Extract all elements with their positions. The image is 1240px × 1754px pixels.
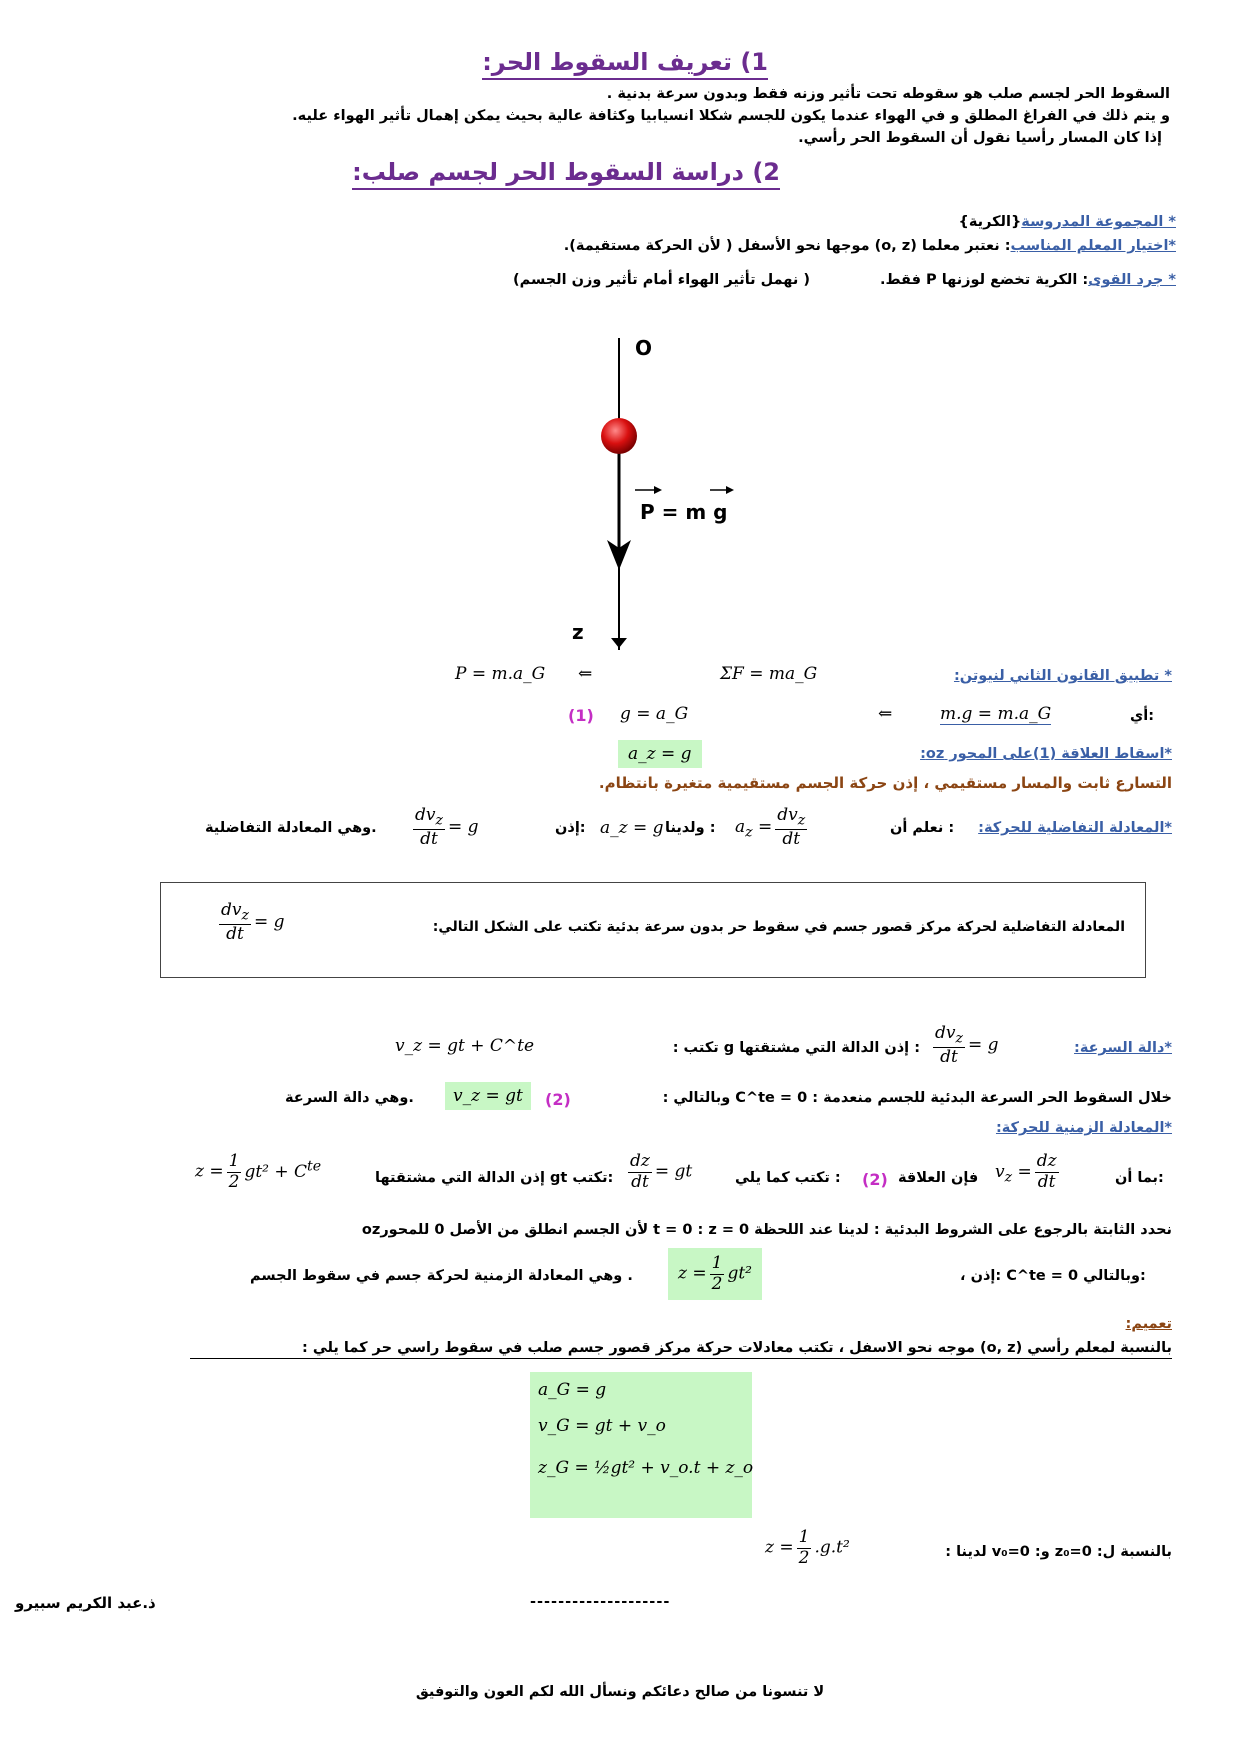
velocity-end-text: وهي دالة السرعة.: [285, 1090, 414, 1106]
frame-label: *اختيار المعلم المناسب: [1010, 238, 1176, 254]
newton-eq-mass: m.g = m.a_G: [940, 704, 1052, 724]
relation-number-2b: (2): [862, 1170, 888, 1189]
z-axis-label: z: [572, 620, 584, 644]
time-text-function: إذن الدالة التي مشتقتها gt تكتب:: [375, 1170, 614, 1186]
box-equation: $\frac{dv_z}{dt}$ = g: [221, 900, 285, 944]
time-text-since: بما أن:: [1115, 1170, 1164, 1186]
time-equation-label: *المعادلة الزمنية للحركة:: [995, 1120, 1172, 1136]
then-text: ، إذن: C^te = 0 وبالتالي:: [960, 1268, 1146, 1284]
separator-dashes: --------------------: [530, 1594, 671, 1610]
final-text: وهي المعادلة الزمنية لحركة جسم في سقوط الجسم .: [250, 1268, 633, 1284]
forces-inventory: [780, 272, 1176, 288]
final-time-equation: z = $\frac{1}{2}$ gt²: [668, 1248, 762, 1300]
diff-text-have: ولدينا :: [665, 820, 716, 836]
newton-eq-sum: ΣF = ma_G: [720, 664, 818, 684]
generalization-label: تعميم:: [1125, 1316, 1172, 1332]
projection-label: *اسقاط العلاقة (1)على المحور oz:: [920, 746, 1172, 762]
weight-label: P = m g: [640, 500, 728, 524]
velocity-initial-text: خلال السقوط الحر السرعة البدئية للجسم منعدمة : C^te = 0 وبالتالي :: [662, 1090, 1172, 1106]
velocity-text: : إذن الدالة التي مشتقتها g تكتب :: [672, 1040, 920, 1056]
relation-number-1: (1): [568, 706, 594, 725]
velocity-label: *دالة السرعة:: [1074, 1040, 1172, 1056]
frame-text: : نعتبر معلما (o, z) موجها نحو الأسفل ( لأن الحركة مستقيمة).: [563, 238, 1011, 254]
box-statement: المعادلة التفاضلية لحركة مركز قصور جسم في سقوط حر بدون سرعة بدئية تكتب على الشكل التالي:: [432, 919, 1125, 935]
velocity-function: v_z = gt: [445, 1082, 531, 1110]
implies-arrow-1: ⇐: [578, 664, 593, 684]
system-value: {الكرية}: [958, 214, 1022, 230]
closing-prayer: لا تنسونا من صالح دعائكم ونسأل الله لكم العون والتوفيق: [415, 1684, 825, 1700]
time-text-relation: فإن العلاقة: [898, 1170, 979, 1186]
definition-line-3: إذا كان المسار رأسيا نقول أن السقوط الحر رأسي.: [798, 130, 1162, 146]
projection-conclusion: التسارع ثابت والمسار مستقيمي ، إذن حركة الجسم مستقيمية متغيرة بانتظام.: [598, 774, 1172, 792]
general-equations-box: [530, 1372, 752, 1518]
section-title-study: 2) دراسة السقوط الحر لجسم صلب:: [352, 158, 780, 190]
differential-equation-box: [160, 882, 1146, 978]
diff-result: $\frac{dv_z}{dt}$ = g: [415, 805, 479, 849]
newton-eq-g: g = a_G: [620, 704, 689, 724]
frame-choice: [420, 238, 1176, 254]
forces-label: * جرد القوى: [1088, 272, 1176, 288]
ie-label: أي:: [1130, 708, 1155, 724]
z-axis-arrow: [611, 638, 627, 648]
relation-number-2: (2): [545, 1090, 571, 1109]
author-name: ذ.عبد الكريم سبيرو: [15, 1594, 156, 1612]
system-label: * المجموعة المدروسة: [1021, 214, 1176, 230]
velocity-derivative: $\frac{dv_z}{dt}$ = g: [935, 1023, 999, 1067]
forces-note: ( نهمل تأثير الهواء أمام تأثير وزن الجسم): [512, 272, 810, 288]
implies-arrow-2: ⇐: [878, 704, 893, 724]
time-eq-dzdt: $\frac{dz}{dt}$ = gt: [630, 1151, 693, 1192]
velocity-general-eq: v_G = gt + v_o: [538, 1416, 666, 1436]
time-derivative: $v_z$ = $\frac{dz}{dt}$: [995, 1151, 1057, 1192]
special-case-eq: z = $\frac{1}{2}$ .g.t²: [765, 1527, 850, 1568]
diff-eq-derivative: $a_z$ = $\frac{dv_z}{dt}$: [735, 805, 806, 849]
newton-label: * تطبيق القانون الثاني لنيوتن:: [953, 668, 1172, 684]
definition-line-1: السقوط الحر لجسم صلب هو سقوطه تحت تأثير وزنه فقط وبدون سرعة بدنية .: [606, 86, 1170, 102]
free-fall-diagram: [540, 330, 760, 660]
definition-line-2: و يتم ذلك في الفراغ المطلق و في الهواء عندما يكون للجسم شكلا انسيابيا وكثافة عالية بحيث يمكن إهمال تأثير الهواء عليه.: [292, 108, 1170, 124]
diff-text-then: إذن:: [555, 820, 586, 836]
section-title-definition: 1) تعريف السقوط الحر:: [482, 48, 768, 80]
differential-label: *المعادلة التفاضلية للحركة:: [978, 820, 1172, 836]
origin-label: O: [635, 336, 653, 360]
projection-eq: a_z = g: [618, 740, 702, 768]
constant-determination: نحدد الثابتة بالرجوع على الشروط البدئية : لدينا عند اللحظة t = 0 : z = 0 لأن الجسم انطلق من الأصل 0 للمحورoz: [361, 1222, 1172, 1238]
newton-eq-weight: P = m.a_G: [455, 664, 546, 684]
special-case-text: بالنسبة ل: z₀=0 و: v₀=0 لدينا :: [945, 1544, 1172, 1560]
position-general-eq: z_G = ½gt² + v_o.t + z_o: [538, 1458, 754, 1478]
velocity-eq: v_z = gt + C^te: [395, 1036, 535, 1056]
ball: [601, 418, 637, 454]
diff-text-know: نعلم أن :: [890, 820, 955, 836]
diff-eq-g: a_z = g: [600, 818, 664, 838]
time-text-written: تكتب كما يلي :: [735, 1170, 841, 1186]
acceleration-eq: a_G = g: [538, 1380, 607, 1400]
forces-text: : الكرية تخضع لوزنها P فقط.: [879, 272, 1089, 288]
time-eq-general: z = $\frac{1}{2}$ $gt^2 + C^{te}$: [195, 1151, 322, 1192]
diff-text-end: وهي المعادلة التفاضلية.: [205, 820, 377, 836]
generalization-text: بالنسبة لمعلم رأسي (o, z) موجه نحو الاسفل ، تكتب معادلات حركة مركز قصور جسم صلب في سقوط راسي حر كما يلي :: [190, 1340, 1172, 1359]
studied-system: [500, 214, 1176, 230]
